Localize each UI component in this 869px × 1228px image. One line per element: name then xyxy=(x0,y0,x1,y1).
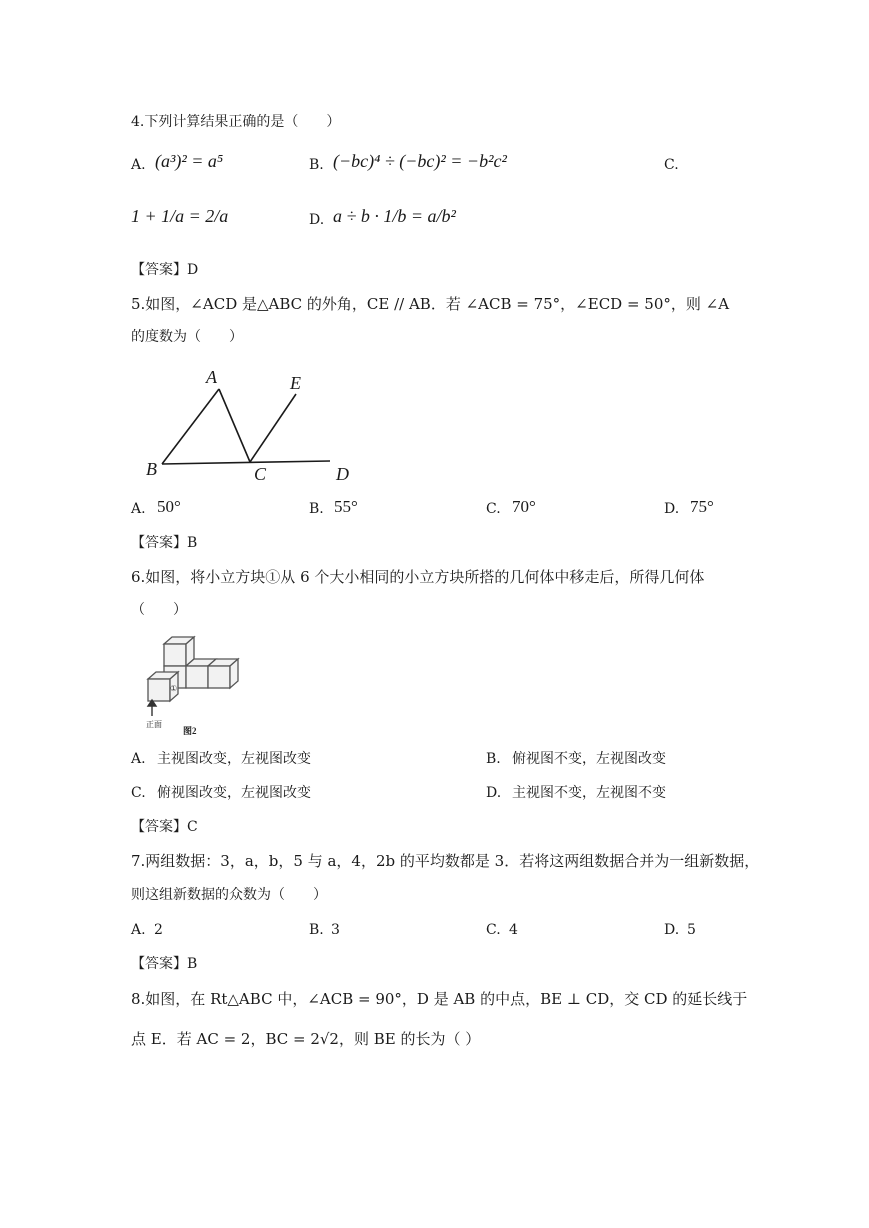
q7-option-a-label: A. xyxy=(131,922,146,938)
q4-stem: 4.下列计算结果正确的是（ ） xyxy=(131,114,341,130)
q7-option-b-value: 3 xyxy=(331,922,340,938)
q5-option-b-value: 55° xyxy=(334,497,358,516)
q5-stem-line2: 的度数为（ ） xyxy=(131,329,243,345)
q6-option-a-label: A. xyxy=(131,751,146,767)
q5-option-d-value: 75° xyxy=(690,497,714,516)
q5-triangle-figure xyxy=(140,365,380,485)
q5-label-b: B xyxy=(146,459,157,479)
q5-label-a: A xyxy=(206,367,217,387)
q6-stem-line2: （ ） xyxy=(131,602,187,618)
q6-option-d-label: D. xyxy=(486,785,502,801)
q4-option-d-label: D. xyxy=(309,212,325,228)
q7-option-d-label: D. xyxy=(664,922,680,938)
q4-option-a-expr: (a³)² = a⁵ xyxy=(155,151,224,171)
q5-stem-line1: 5.如图，∠ACD 是△ABC 的外角，CE // AB．若 ∠ACB = 75°，∠ECD = 50°，则 ∠A xyxy=(131,295,730,313)
q5-option-b-label: B. xyxy=(309,501,324,517)
q6-cubes-figure xyxy=(138,634,248,738)
q4-option-c-label: C. xyxy=(664,157,679,173)
q4-option-b-expr: (−bc)⁴ ÷ (−bc)² = −b²c² xyxy=(333,151,507,171)
q7-option-b-label: B. xyxy=(309,922,324,938)
q6-option-a-text: 主视图改变，左视图改变 xyxy=(157,751,311,767)
q6-option-c-label: C. xyxy=(131,785,146,801)
q5-option-c-label: C. xyxy=(486,501,501,517)
q4-answer: 【答案】D xyxy=(131,262,199,278)
q7-stem-line2: 则这组新数据的众数为（ ） xyxy=(131,887,327,903)
q7-answer: 【答案】B xyxy=(131,956,198,972)
q5-option-d-label: D. xyxy=(664,501,680,517)
q7-option-c-label: C. xyxy=(486,922,501,938)
q5-option-a-value: 50° xyxy=(157,497,181,516)
q7-stem-line1: 7.两组数据：3，a，b，5 与 a，4，2b 的平均数都是 3．若将这两组数据合并为一组新数据， xyxy=(131,852,760,870)
q6-front-label: 正面 xyxy=(146,720,162,729)
q6-option-b-label: B. xyxy=(486,751,501,767)
q4-option-c-expr: 1 + 1/a = 2/a xyxy=(131,206,229,226)
q5-option-c-value: 70° xyxy=(512,497,536,516)
q6-answer: 【答案】C xyxy=(131,819,198,835)
q4-option-b-label: B. xyxy=(309,157,324,173)
q6-option-d-text: 主视图不变，左视图不变 xyxy=(512,785,666,801)
q5-label-c: C xyxy=(254,464,267,484)
q4-option-a-label: A. xyxy=(131,157,146,173)
q4-option-d-expr: a ÷ b · 1/b = a/b² xyxy=(333,206,456,226)
q6-stem-line1: 6.如图，将小立方块①从 6 个大小相同的小立方块所搭的几何体中移走后，所得几何体 xyxy=(131,568,705,586)
q7-option-a-value: 2 xyxy=(154,922,163,938)
q7-option-c-value: 4 xyxy=(509,922,518,938)
q6-option-c-text: 俯视图改变，左视图改变 xyxy=(157,785,311,801)
q6-option-b-text: 俯视图不变，左视图改变 xyxy=(512,751,666,767)
q6-figure-caption: 图2 xyxy=(183,726,197,736)
q5-label-d: D xyxy=(336,464,349,484)
q8-stem-line1: 8.如图，在 Rt△ABC 中，∠ACB = 90°，D 是 AB 的中点，BE ⊥ CD，交 CD 的延长线于 xyxy=(131,990,748,1008)
q5-answer: 【答案】B xyxy=(131,535,198,551)
q5-option-a-label: A. xyxy=(131,501,146,517)
q7-option-d-value: 5 xyxy=(687,922,696,938)
q6-cube-1-label: ① xyxy=(170,684,178,693)
q8-stem-line2: 点 E．若 AC = 2，BC = 2√2，则 BE 的长为（ ） xyxy=(131,1030,481,1048)
q5-label-e: E xyxy=(290,373,301,393)
